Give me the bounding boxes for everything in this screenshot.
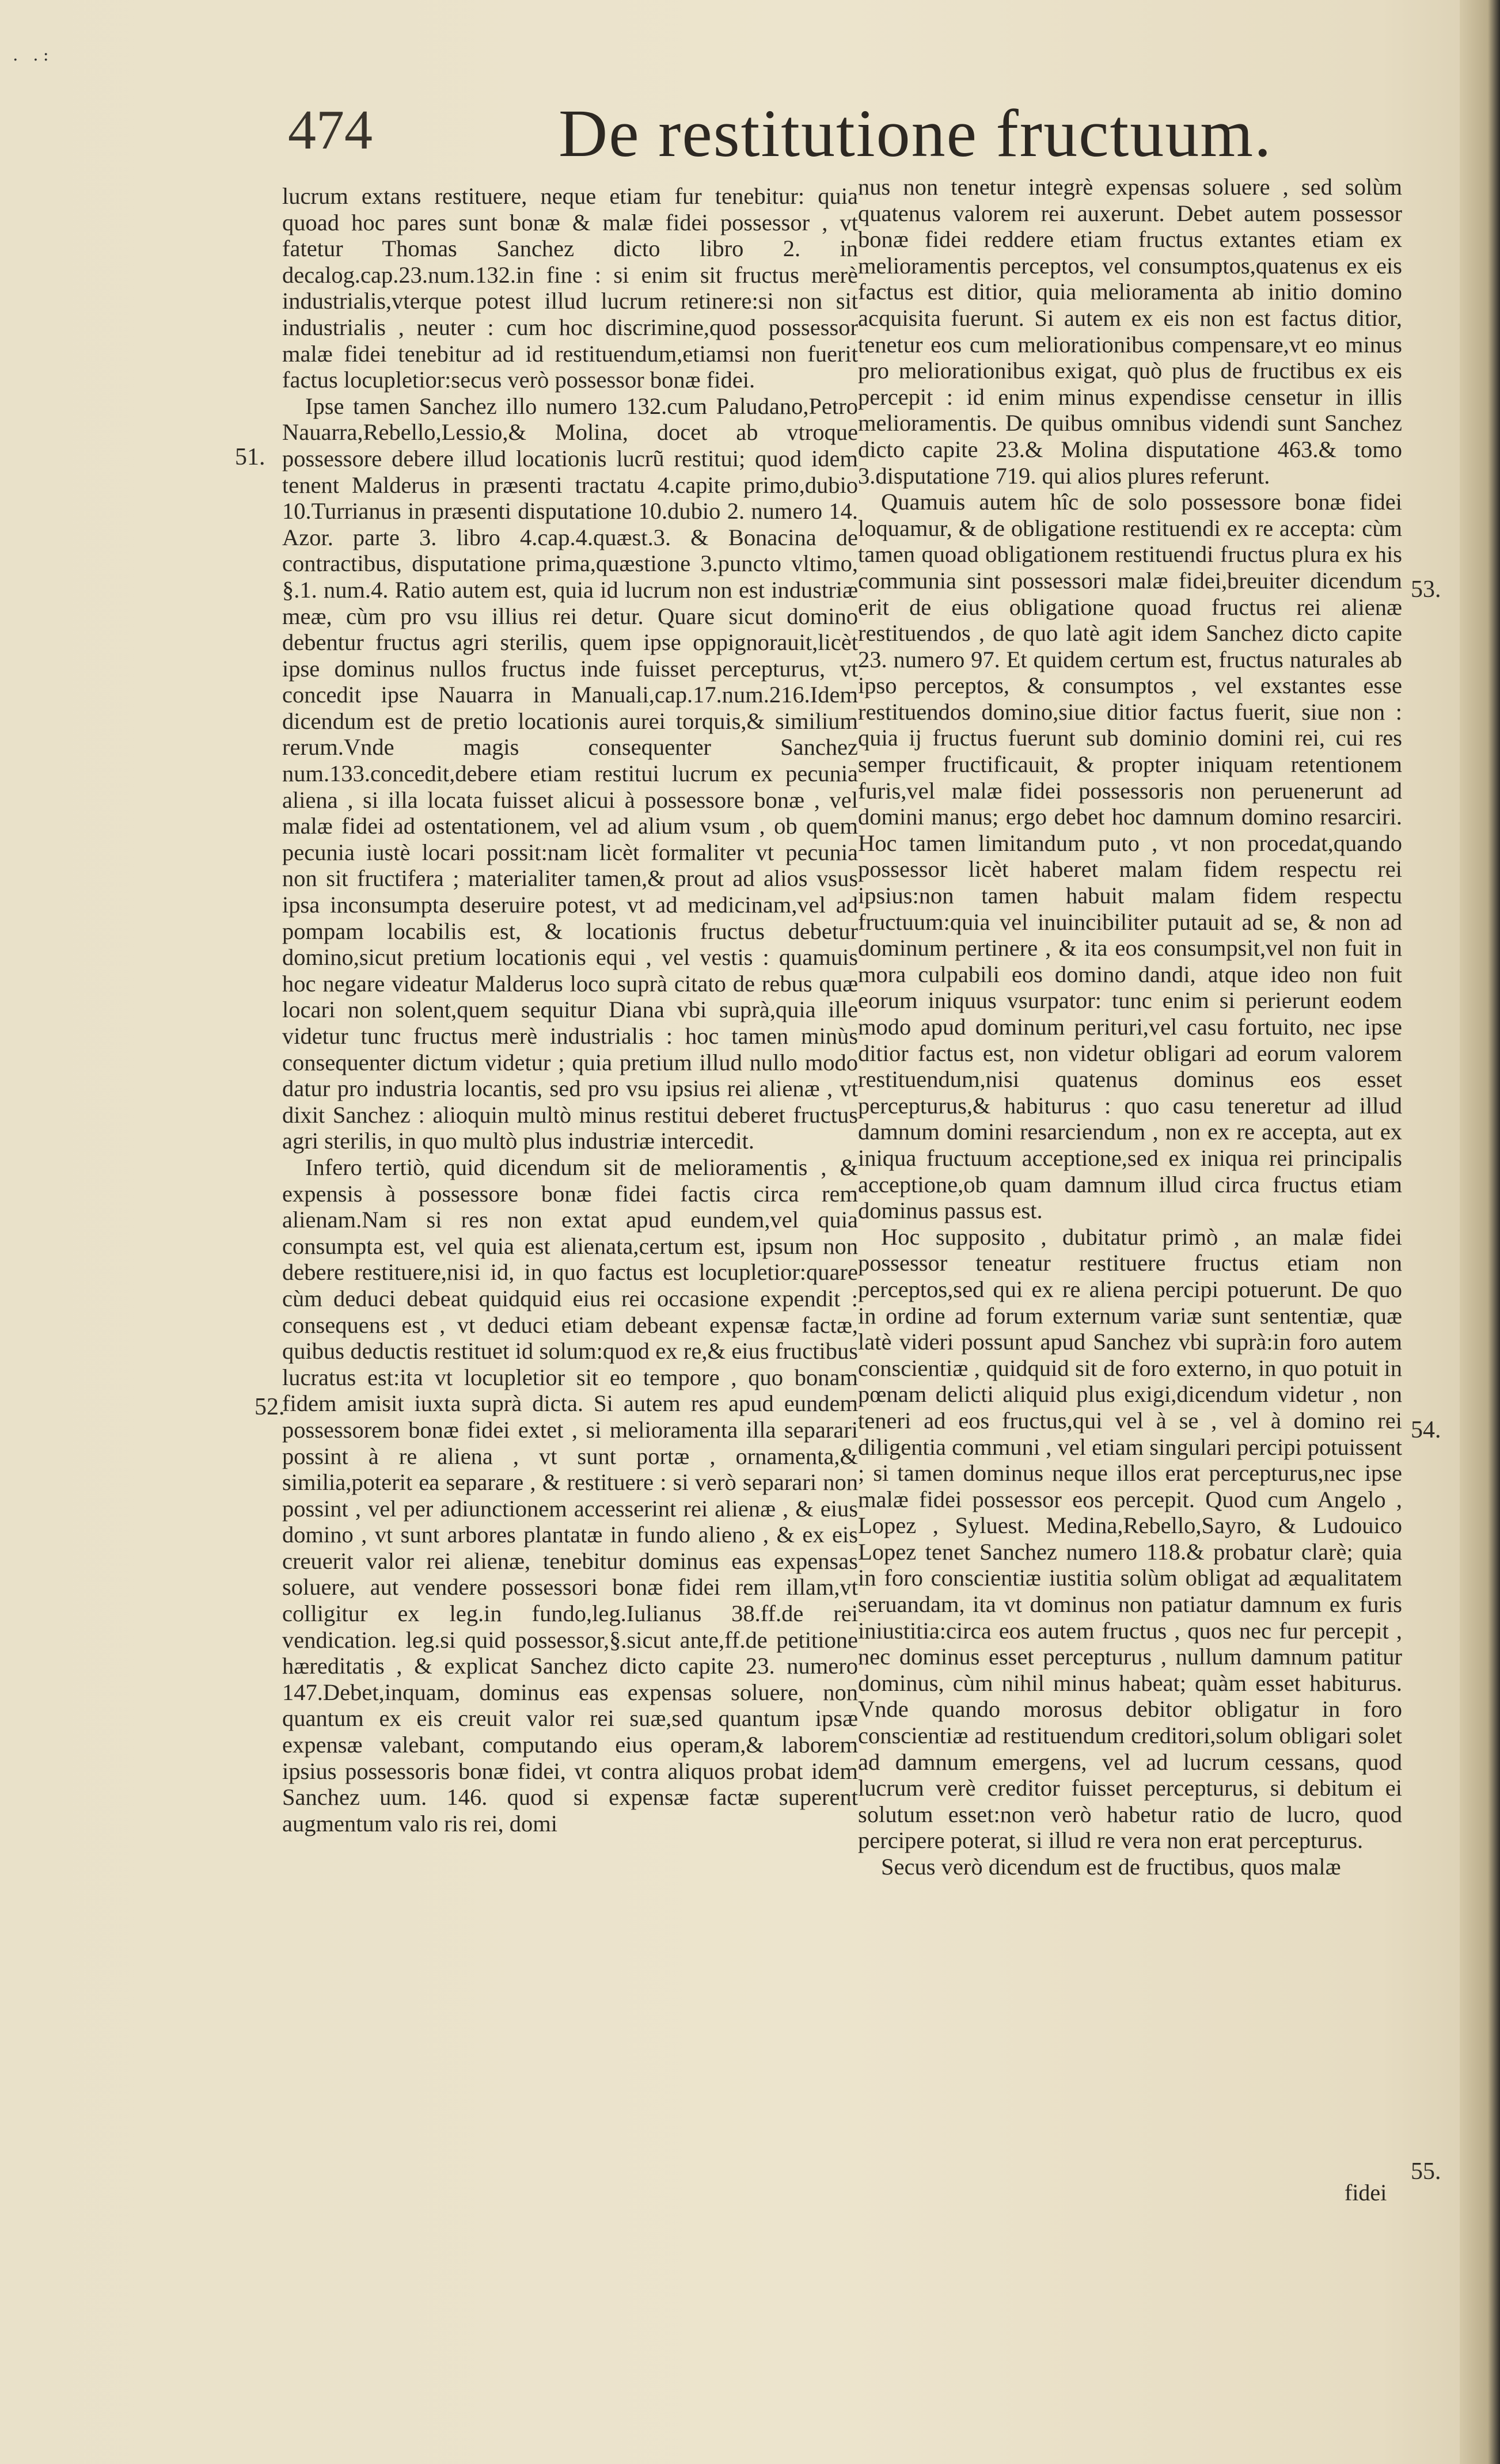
margin-number: 53. [1411, 576, 1441, 603]
margin-number: 55. [1411, 2158, 1441, 2185]
right-column [858, 174, 1402, 1880]
paragraph: Secus verò dicendum est de fructibus, quos malæ [881, 1854, 1341, 1880]
paragraph: Quamuis autem hîc de solo possessore bonæ fidei loquamur, & de obligatione restituendi ex re accepta: cùm tamen quoad obligationem restituendi fructus plura ex his communia sint possessori malæ fidei,breuiter dicendum erit de eius obligatione quoad fructus rei alienæ restituendos , de quo latè agit idem Sanchez dicto capite 23. numero 97. Et quidem certum est, fructus naturales ab ipso perceptos, & consumptos , vel exstantes esse restituendos domino,siue ditior factus fuerit, siue non : quia ij fructus fuerunt sub dominio domini rei, cui res semper fructificauit, & propter iniquam retentionem furis,vel malæ fidei possessoris non peruenerunt ad domini manus; ergo debet hoc damnum domino resarciri. Hoc tamen limitandum puto , vt non procedat,quando possessor licèt haberet malam fidem respectu rei ipsius:non tamen habuit malam fidem respectu fructuum:quia vel inuincibiliter putauit ad se, & non ad dominum pertinere , & ita eos consumpsit,vel non fuit in mora culpabili eos domino dandi, atque ideo non fuit eorum iniquus vsurpator: tunc enim si perierunt eodem modo apud dominum perituri,vel casu fortuito, nec ipse ditior factus est, non videtur obligari ad eorum valorem restituendum,nisi quatenus dominus eos esset percepturus,& habiturus : quo casu teneretur ad illud damnum domini resarciendum , non ex re accepta, aut ex iniqua fructuum acceptione,sed ex iniqua rei principalis acceptione,ob quam damnum illud circa fructus etiam dominus passus est. [858, 489, 1402, 1224]
paragraph: Infero tertiò, quid dicendum sit de melioramentis , & expensis à possessore bonæ fidei factis circa rem alienam.Nam si res non extat apud eundem,vel quia consumpta est, vel quia est alienata,certum est, ipsum non debere restituere,nisi id, in quo factus est locupletior:quare cùm deduci debeat quidquid eius rei occasione expendit : consequens est , vt deduci etiam debeant expensæ factæ, quibus deductis restituet id solum:quod ex re,& eius fructibus lucratus est:ita vt locupletior sit eo tempore , quo bonam fidem amisit iuxta suprà dicta. Si autem res apud eundem possessorem bonæ fidei extet , si melioramenta illa separari possint à re aliena , vt sunt portæ , ornamenta,& similia,poterit ea separare , & restituere : si verò separari non possint , vel per adiunctionem accesserint rei alienæ , & eius domino , vt sunt arbores plantatæ in fundo alieno , & ex eis creuerit valor rei alienæ, tenebitur dominus eas expensas soluere, aut vendere possessori bonæ fidei rem illam,vt colligitur ex leg.in fundo,leg.Iulianus 38.ff.de rei vendication. leg.si quid possessor,§.sicut ante,ff.de petitione hæreditatis , & explicat Sanchez dicto capite 23. numero 147.Debet,inquam, dominus eas expensas soluere, non quantum ex eis creuit valor rei suæ,sed quantum ipsæ expensæ valebant, computando eius operam,& laborem ipsius possessoris bonæ fidei, vt contra aliquos probat idem Sanchez uum. 146. quod si expensæ factæ superent augmentum valo ris rei, domi [282, 1154, 858, 1836]
catchword: fidei [1345, 2180, 1387, 2206]
page-gutter [1460, 0, 1500, 2464]
page-header [288, 98, 1324, 173]
paragraph: Hoc supposito , dubitatur primò , an malæ fidei possessor teneatur restituere fructus etiam non perceptos,sed qui ex re aliena percipi potuerunt. De quo in ordine ad forum externum variæ sunt sententiæ, quæ latè videri possunt apud Sanchez vbi suprà:in foro autem conscientiæ , quidquid sit de foro externo, in quo potuit in pœnam delicti aliquid plus exigi,dicendum videtur , non teneri ad eos fructus,qui vel à se , vel à domino rei diligentia communi , vel etiam singulari percipi potuissent ; si tamen dominus neque illos erat percepturus,nec ipse malæ fidei possessor eos percepit. Quod cum Angelo , Lopez , Syluest. Medina,Rebello,Sayro, & Ludouico Lopez tenet Sanchez numero 118.& probatur clarè; quia in foro conscientiæ iustitia solùm obligat ad æqualitatem seruandam, ita vt dominus non patiatur damnum ex furis iniustitia:circa eos autem fructus , quos nec fur percepit , nec dominus esset percepturus , nullum damnum patitur dominus, cùm nihil minus habeat; quàm esset habiturus. Vnde quando morosus debitor obligatur in foro conscientiæ ad restituendum creditori,solum obligari solet ad damnum emergens, vel ad lucrum cessans, quod lucrum verè creditor fuisset percepturus, si debitum ei solutum esset:non verò habetur ratio de lucro, quod percipere poterat, si illud re vera non erat percepturus. [858, 1223, 1402, 1854]
paragraph: nus non tenetur integrè expensas soluere , sed solùm quatenus valorem rei auxerunt. Debet autem possessor bonæ fidei reddere etiam fructus extantes etiam ex melioramentis perceptos, vel consumptos,quatenus ex eis factus est ditior, quia melioramenta ab initio domino acquisita fuerunt. Si autem ex eis non est factus ditior, tenetur eos cum meliorationibus compensare,vt eo minus pro meliorationibus exigat, quò plus de fructibus ex eis percepit : id enim minus expendisse censetur in illis melioramentis. De quibus omnibus videndi sunt Sanchez dicto capite 23.& Molina disputatione 463.& tomo 3.disputatione 719. qui alios plures referunt. [858, 174, 1402, 489]
margin-number: 51. [235, 444, 265, 470]
left-column [282, 183, 858, 1836]
paragraph: Ipse tamen Sanchez illo numero 132.cum Paludano,Petro Nauarra,Rebello,Lessio,& Molina, docet ab vtroque possessore debere illud locationis lucrũ restitui; quod idem tenent Malderus in præsenti tractatu 4.capite primo,dubio 10.Turrianus in præsenti disputatione 10.dubio 2. numero 14. Azor. parte 3. libro 4.cap.4.quæst.3. & Bonacina de contractibus, disputatione prima,quæstione 3.puncto vltimo, §.1. num.4. Ratio autem est, quia id lucrum non est industriæ meæ, cùm pro vsu illius rei detur. Quare sicut domino debentur fructus agri sterilis, quem ipse oppignorauit,licèt ipse dominus nullos fructus inde fuisset percepturus, vt concedit ipse Nauarra in Manuali,cap.17.num.216.Idem dicendum est de pretio locationis aurei torquis,& similium rerum.Vnde magis consequenter Sanchez num.133.concedit,debere etiam restitui lucrum ex pecunia aliena , si illa locata fuisset alicui à possessore bonæ , vel malæ fidei ad ostentationem, vel ad alium vsum , ob quem pecunia iustè locari possit:nam licèt formaliter vt pecunia non sit fructifera ; materialiter tamen,& prout ad alios vsus ipsa inconsumpta deseruire potest, vt ad medicinam,vel ad pompam locabilis est, & locationis fructus debetur domino,sicut pretium locationis equi , vel vestis : quamuis hoc negare videatur Malderus loco suprà citato de rebus quæ locari non solent,quem sequitur Diana vbi suprà,quia ille videtur tunc fructus merè industrialis : hoc tamen minùs consequenter dictum videtur ; quia pretium illud nullo modo datur pro industria locantis, sed pro vsu ipsius rei alienæ , vt dixit Sanchez : alioquin multò minus restitui deberet fructus agri sterilis, in quo multò plus industriæ intercedit. [282, 393, 858, 1154]
page-number: 474 [288, 99, 373, 161]
corner-mark: . .: [13, 45, 54, 65]
running-title: De restitutione fructuum. [559, 96, 1273, 171]
paragraph: lucrum extans restituere, neque etiam fur tenebitur: quia quoad hoc pares sunt bonæ & malæ fidei possessor , vt fatetur Thomas Sanchez dicto libro 2. in decalog.cap.23.num.132.in fine : si enim sit fructus merè industrialis,vterque potest illud lucrum retinere:si non sit industrialis , neuter : cum hoc discrimine,quod possessor malæ fidei tenebitur ad id restituendum,etiamsi non fuerit factus locupletior:secus verò possessor bonæ fidei. [282, 183, 858, 393]
margin-number: 52. [255, 1394, 285, 1420]
margin-number: 54. [1411, 1417, 1441, 1443]
